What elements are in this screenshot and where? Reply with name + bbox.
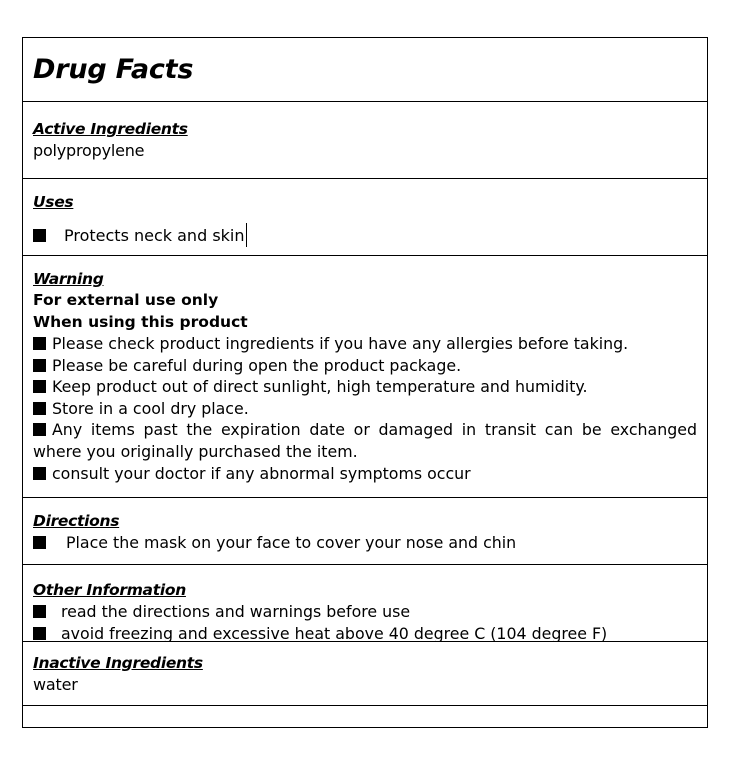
- inactive-ingredients-text: water: [33, 675, 78, 694]
- active-ingredients-text: polypropylene: [33, 141, 145, 160]
- bullet-icon: [33, 229, 46, 242]
- directions-item-text: Place the mask on your face to cover your nose and chin: [66, 533, 517, 552]
- uses-section: [23, 179, 707, 256]
- drug-facts-label: [22, 37, 708, 728]
- warning-item: [33, 355, 697, 377]
- bullet-icon: [33, 423, 46, 436]
- warning-item-text: consult your doctor if any abnormal symptoms occur: [52, 463, 471, 483]
- bullet-icon: [33, 605, 46, 618]
- warning-item-text: Store in a cool dry place.: [52, 398, 249, 418]
- bullet-icon: [33, 337, 46, 350]
- warning-item: [33, 376, 697, 398]
- warning-item-text: Please check product ingredients if you have any allergies before taking.: [52, 334, 629, 353]
- title-section: [23, 38, 707, 102]
- uses-heading: Uses: [33, 193, 74, 211]
- other-information-item: [33, 623, 697, 642]
- warning-section: [23, 256, 707, 498]
- active-ingredients-section: [23, 102, 707, 179]
- bullet-icon: [33, 627, 46, 640]
- bullet-icon: [33, 359, 46, 372]
- warning-heading: Warning: [33, 270, 104, 288]
- inactive-ingredients-heading: Inactive Ingredients: [33, 654, 203, 672]
- uses-item: [33, 223, 697, 247]
- warning-item: [33, 398, 697, 420]
- warning-subheading-when-using: When using this product: [33, 312, 248, 331]
- directions-section: [23, 498, 707, 565]
- warning-item-text: Any items past the expiration date or damaged in transit can be exchanged where you originally purchased the item.: [33, 420, 697, 461]
- warning-item-text: Please be careful during open the product package.: [52, 355, 462, 375]
- empty-row: [23, 706, 707, 727]
- other-information-section: [23, 565, 707, 642]
- directions-heading: Directions: [33, 512, 120, 530]
- text-cursor: [246, 223, 247, 247]
- bullet-icon: [33, 402, 46, 415]
- warning-item: [33, 419, 697, 462]
- warning-subheading-external: For external use only: [33, 291, 219, 309]
- bullet-icon: [33, 536, 46, 549]
- other-information-item-text: avoid freezing and excessive heat above 40 degree C (104 degree F): [61, 623, 608, 642]
- bullet-icon: [33, 380, 46, 393]
- directions-item: [33, 532, 697, 554]
- active-ingredients-heading: Active Ingredients: [33, 120, 188, 138]
- other-information-item: [33, 601, 697, 623]
- bullet-icon: [33, 467, 46, 480]
- warning-item: [33, 333, 697, 355]
- other-information-item-text: read the directions and warnings before use: [61, 602, 411, 621]
- page-title: Drug Facts: [33, 54, 194, 85]
- other-information-heading: Other Information: [33, 581, 186, 599]
- inactive-ingredients-section: [23, 642, 707, 706]
- uses-item-text: Protects neck and skin: [64, 226, 245, 245]
- warning-item: [33, 463, 697, 485]
- warning-item-text: Keep product out of direct sunlight, high temperature and humidity.: [52, 377, 588, 397]
